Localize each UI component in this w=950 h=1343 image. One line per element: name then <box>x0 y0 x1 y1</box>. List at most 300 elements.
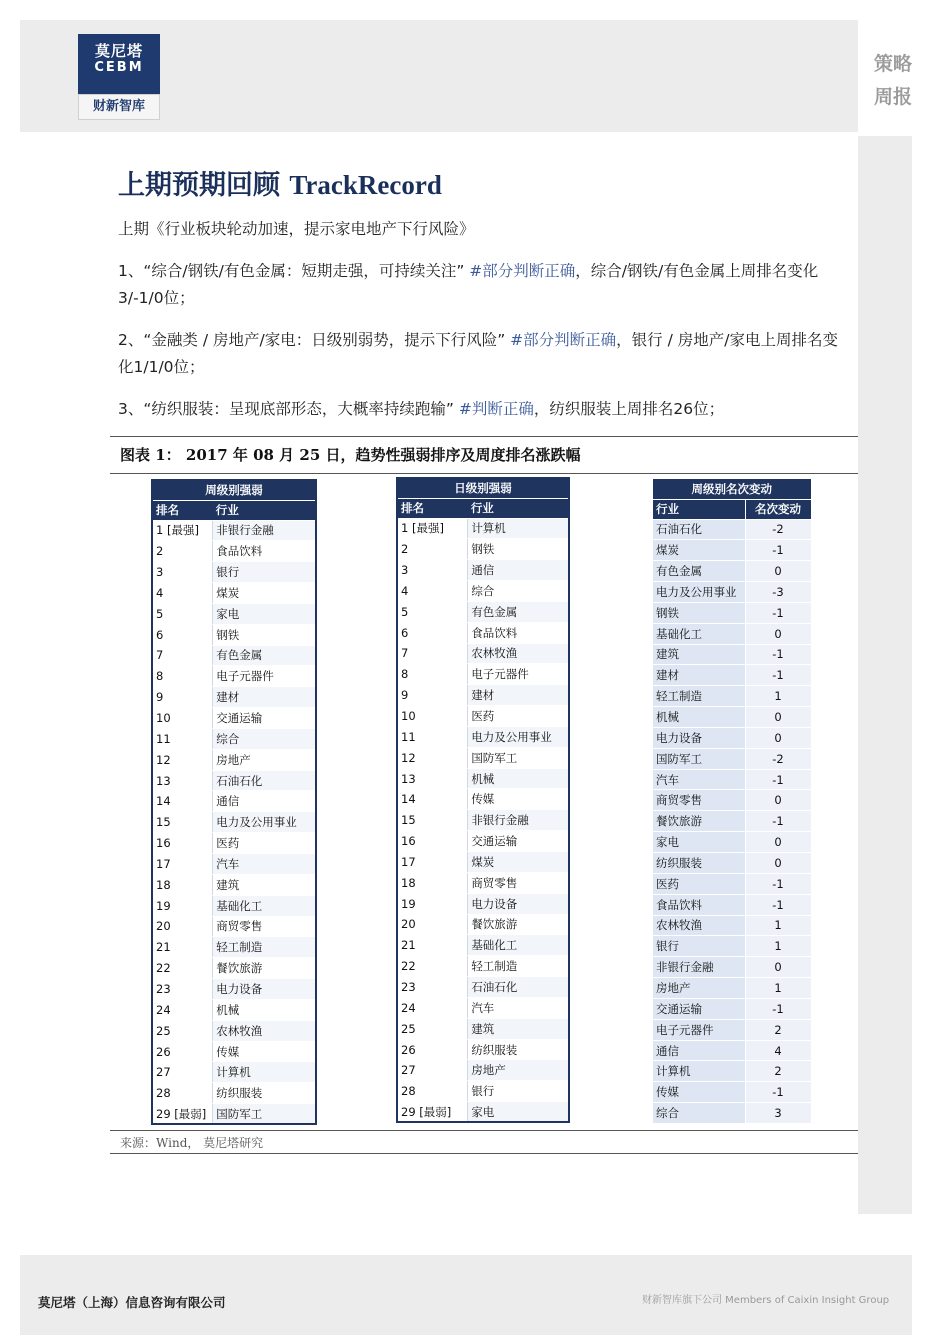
table-cell: 机械 <box>213 999 316 1020</box>
table-cell: -1 <box>745 769 811 790</box>
table-cell: 0 <box>745 727 811 748</box>
column-header: 行业 <box>653 499 745 519</box>
figure-rule-mid <box>110 473 858 474</box>
table-row <box>653 811 811 832</box>
table-row <box>152 728 316 749</box>
table-cell: 综合 <box>468 581 569 602</box>
table-cell: 非银行金融 <box>653 957 745 978</box>
column-header: 排名 <box>397 498 468 518</box>
company-logo <box>78 34 160 120</box>
table-row <box>152 1083 316 1104</box>
table-cell: -1 <box>745 1082 811 1103</box>
table-cell: 21 <box>152 937 213 958</box>
table-row <box>397 768 569 789</box>
table-cell: 8 <box>152 666 213 687</box>
table-cell: 传媒 <box>653 1082 745 1103</box>
table-row <box>152 687 316 708</box>
report-type-label <box>874 48 934 114</box>
table-row <box>397 831 569 852</box>
review-item-3-tag: #判断正确 <box>458 400 534 418</box>
table-cell: 国防军工 <box>468 747 569 768</box>
review-item-2 <box>118 327 853 381</box>
table-cell: 29 [最弱] <box>397 1102 468 1123</box>
table-cell: 非银行金融 <box>213 520 316 541</box>
table-cell: 机械 <box>468 768 569 789</box>
table-cell: 0 <box>745 832 811 853</box>
table-cell: 电力设备 <box>468 893 569 914</box>
report-type-line2: 周报 <box>874 86 913 108</box>
table-row <box>397 1102 569 1123</box>
table-cell: 非银行金融 <box>468 810 569 831</box>
table-row <box>152 1104 316 1125</box>
page-title-en: TrackRecord <box>289 170 442 200</box>
table-row <box>152 645 316 666</box>
table-cell: 27 <box>397 1060 468 1081</box>
table-cell: 0 <box>745 957 811 978</box>
table-cell: 4 <box>152 583 213 604</box>
review-item-3-rest: ，纺织服装上周排名26位； <box>533 400 725 418</box>
table-row <box>397 685 569 706</box>
table-row <box>653 727 811 748</box>
table-cell: 5 <box>397 601 468 622</box>
table-row <box>653 519 811 540</box>
column-header: 行业 <box>468 498 569 518</box>
table-cell: 4 <box>397 581 468 602</box>
table-cell: 商贸零售 <box>213 916 316 937</box>
table-cell: -3 <box>745 582 811 603</box>
table-caption: 周级别强弱 <box>152 480 316 500</box>
table-cell: 农林牧渔 <box>468 643 569 664</box>
table-cell: 建筑 <box>468 1018 569 1039</box>
table-cell: 1 [最强] <box>397 518 468 539</box>
table-cell: 16 <box>152 833 213 854</box>
table-cell: 电子元器件 <box>653 1019 745 1040</box>
table-row <box>152 916 316 937</box>
intro-paragraph: 上期《行业板块轮动加速，提示家电地产下行风险》 <box>118 220 475 238</box>
table-row <box>152 999 316 1020</box>
table-row <box>397 1081 569 1102</box>
column-header: 行业 <box>213 500 316 520</box>
table-cell: 24 <box>152 999 213 1020</box>
table-row <box>152 1041 316 1062</box>
table-row <box>152 708 316 729</box>
table-cell: 电子元器件 <box>213 666 316 687</box>
table-row <box>653 853 811 874</box>
table-cell: 轻工制造 <box>653 686 745 707</box>
table-row <box>653 1061 811 1082</box>
table-cell: 1 <box>745 686 811 707</box>
table-cell: 商贸零售 <box>468 872 569 893</box>
review-item-1-tag: #部分判断正确 <box>469 262 576 280</box>
table-row <box>653 686 811 707</box>
table-cell: 22 <box>152 958 213 979</box>
figure-caption: 图表 1： 2017 年 08 月 25 日，趋势性强弱排序及周度排名涨跌幅 <box>120 446 581 464</box>
side-band <box>858 136 912 1214</box>
table-row <box>152 666 316 687</box>
table-cell: 1 [最强] <box>152 520 213 541</box>
table-cell: 10 <box>397 706 468 727</box>
table-row <box>152 1020 316 1041</box>
table-cell: 银行 <box>653 936 745 957</box>
footer-company: 莫尼塔（上海）信息咨询有限公司 <box>38 1295 226 1310</box>
table-cell: 22 <box>397 956 468 977</box>
table-cell: 11 <box>152 728 213 749</box>
table-cell: 13 <box>152 770 213 791</box>
table-cell: 电力及公用事业 <box>468 726 569 747</box>
table-cell: 20 <box>152 916 213 937</box>
table-row <box>653 561 811 582</box>
table-cell: -1 <box>745 811 811 832</box>
table-cell: 汽车 <box>653 769 745 790</box>
table-row <box>152 791 316 812</box>
page-title-cn: 上期预期回顾 <box>118 170 290 201</box>
table-row <box>152 541 316 562</box>
table-cell: 建筑 <box>213 874 316 895</box>
table-cell: 食品饮料 <box>653 894 745 915</box>
table-cell: 家电 <box>468 1102 569 1123</box>
table-row <box>653 957 811 978</box>
table-cell: -1 <box>745 894 811 915</box>
table-cell: 医药 <box>213 833 316 854</box>
table-cell: 2 <box>745 1061 811 1082</box>
table-cell: 18 <box>152 874 213 895</box>
table-cell: 国防军工 <box>653 748 745 769</box>
table-row <box>653 748 811 769</box>
table-cell: 13 <box>397 768 468 789</box>
table-row <box>397 810 569 831</box>
table-cell: 28 <box>152 1083 213 1104</box>
table-row <box>397 539 569 560</box>
table-cell: 21 <box>397 935 468 956</box>
table-row <box>152 770 316 791</box>
table-row <box>152 979 316 1000</box>
table-cell: 建材 <box>468 685 569 706</box>
table-row <box>397 560 569 581</box>
table-row <box>653 1103 811 1124</box>
table-cell: 0 <box>745 790 811 811</box>
table-cell: 传媒 <box>468 789 569 810</box>
table-row <box>397 726 569 747</box>
table-cell: 商贸零售 <box>653 790 745 811</box>
figure-rule-bottom <box>110 1130 858 1131</box>
table-row <box>397 622 569 643</box>
table-row <box>397 1039 569 1060</box>
table-row <box>653 1019 811 1040</box>
table-cell: 机械 <box>653 707 745 728</box>
report-type-line1: 策略 <box>874 53 913 75</box>
logo-en: CEBM <box>94 60 144 75</box>
table-row <box>152 1062 316 1083</box>
table-cell: -1 <box>745 602 811 623</box>
review-item-2-rest: ，银行 / 房地产/家电上周排名变化1/1/0位； <box>118 331 838 376</box>
logo-sub: 财新智库 <box>78 94 160 120</box>
table-cell: 石油石化 <box>653 519 745 540</box>
table-cell: 19 <box>152 895 213 916</box>
weekly-rank-change-table <box>653 479 812 1124</box>
table-row <box>152 603 316 624</box>
review-item-1-rest: ，综合/钢铁/有色金属上周排名变化3/-1/0位； <box>118 262 819 307</box>
table-cell: 通信 <box>213 791 316 812</box>
table-cell: 食品饮料 <box>468 622 569 643</box>
table-row <box>397 747 569 768</box>
table-cell: 交通运输 <box>213 708 316 729</box>
table-row <box>653 707 811 728</box>
table-row <box>653 644 811 665</box>
table-cell: 汽车 <box>468 997 569 1018</box>
table-cell: 28 <box>397 1081 468 1102</box>
table-cell: 电力设备 <box>213 979 316 1000</box>
table-cell: 银行 <box>468 1081 569 1102</box>
table-cell: 房地产 <box>653 978 745 999</box>
table-cell: 3 <box>745 1103 811 1124</box>
table-row <box>653 665 811 686</box>
table-cell: 通信 <box>468 560 569 581</box>
table-row <box>653 769 811 790</box>
table-cell: 有色金属 <box>653 561 745 582</box>
table-cell: 23 <box>152 979 213 1000</box>
table-cell: 23 <box>397 977 468 998</box>
table-cell: 汽车 <box>213 854 316 875</box>
table-row <box>397 914 569 935</box>
table-cell: 钢铁 <box>213 624 316 645</box>
table-cell: 12 <box>152 749 213 770</box>
table-cell: -1 <box>745 998 811 1019</box>
table-cell: -1 <box>745 873 811 894</box>
table-cell: 房地产 <box>468 1060 569 1081</box>
table-cell: -2 <box>745 748 811 769</box>
table-cell: 16 <box>397 831 468 852</box>
table-row <box>397 664 569 685</box>
table-cell: 煤炭 <box>653 540 745 561</box>
table-cell: 6 <box>152 624 213 645</box>
table-cell: 有色金属 <box>213 645 316 666</box>
table-cell: 15 <box>152 812 213 833</box>
table-cell: 通信 <box>653 1040 745 1061</box>
table-cell: 4 <box>745 1040 811 1061</box>
table-cell: 7 <box>152 645 213 666</box>
table-cell: 餐饮旅游 <box>653 811 745 832</box>
column-header: 名次变动 <box>745 499 811 519</box>
review-item-3-text: 3、“纺织服装：呈现底部形态，大概率持续跑输” <box>118 400 459 418</box>
table-cell: 电力设备 <box>653 727 745 748</box>
table-row <box>653 873 811 894</box>
weekly-strength-table <box>151 479 317 1125</box>
table-cell: 基础化工 <box>468 935 569 956</box>
table-cell: 建材 <box>213 687 316 708</box>
review-item-1 <box>118 258 853 312</box>
table-cell: 纺织服装 <box>468 1039 569 1060</box>
table-cell: 29 [最弱] <box>152 1104 213 1125</box>
table-cell: 家电 <box>653 832 745 853</box>
table-cell: 医药 <box>468 706 569 727</box>
table-row <box>152 812 316 833</box>
table-caption: 日级别强弱 <box>397 478 569 498</box>
table-row <box>397 935 569 956</box>
table-cell: 基础化工 <box>213 895 316 916</box>
table-row <box>152 895 316 916</box>
table-row <box>397 518 569 539</box>
table-row <box>397 1018 569 1039</box>
table-row <box>397 977 569 998</box>
table-row <box>397 706 569 727</box>
column-header: 排名 <box>152 500 213 520</box>
table-cell: 轻工制造 <box>468 956 569 977</box>
table-row <box>152 958 316 979</box>
footer-group: 财新智库旗下公司 Members of Caixin Insight Group <box>642 1295 890 1306</box>
table-cell: 综合 <box>653 1103 745 1124</box>
table-cell: 8 <box>397 664 468 685</box>
table-cell: 0 <box>745 853 811 874</box>
review-item-1-text: 1、“综合/钢铁/有色金属：短期走强，可持续关注” <box>118 262 470 280</box>
table-cell: 煤炭 <box>468 852 569 873</box>
table-cell: -1 <box>745 644 811 665</box>
figure-rule-top <box>110 436 858 437</box>
table-row <box>653 894 811 915</box>
table-cell: 9 <box>397 685 468 706</box>
table-cell: 10 <box>152 708 213 729</box>
table-cell: 电力及公用事业 <box>653 582 745 603</box>
table-row <box>397 1060 569 1081</box>
table-cell: 石油石化 <box>468 977 569 998</box>
review-item-2-tag: #部分判断正确 <box>510 331 617 349</box>
daily-strength-table <box>396 477 570 1123</box>
table-cell: 农林牧渔 <box>213 1020 316 1041</box>
table-cell: 2 <box>152 541 213 562</box>
table-row <box>152 937 316 958</box>
table-row <box>397 956 569 977</box>
table-cell: 26 <box>152 1041 213 1062</box>
table-cell: 1 <box>745 915 811 936</box>
table-row <box>653 832 811 853</box>
table-cell: 17 <box>152 854 213 875</box>
table-cell: 钢铁 <box>468 539 569 560</box>
page-title <box>118 163 442 202</box>
source-rule <box>110 1153 858 1154</box>
table-cell: 25 <box>152 1020 213 1041</box>
table-cell: 农林牧渔 <box>653 915 745 936</box>
table-cell: 0 <box>745 707 811 728</box>
table-cell: 3 <box>397 560 468 581</box>
table-cell: 0 <box>745 623 811 644</box>
table-cell: 3 <box>152 562 213 583</box>
table-row <box>397 581 569 602</box>
table-row <box>653 623 811 644</box>
table-cell: 17 <box>397 852 468 873</box>
table-cell: 计算机 <box>653 1061 745 1082</box>
table-cell: 9 <box>152 687 213 708</box>
table-cell: 27 <box>152 1062 213 1083</box>
table-cell: 6 <box>397 622 468 643</box>
table-cell: 5 <box>152 603 213 624</box>
table-cell: 建材 <box>653 665 745 686</box>
table-cell: 基础化工 <box>653 623 745 644</box>
table-cell: 20 <box>397 914 468 935</box>
table-cell: 18 <box>397 872 468 893</box>
table-cell: 电力及公用事业 <box>213 812 316 833</box>
table-row <box>653 1040 811 1061</box>
table-caption: 周级别名次变动 <box>653 479 811 499</box>
table-cell: 餐饮旅游 <box>213 958 316 979</box>
table-row <box>397 997 569 1018</box>
table-cell: 建筑 <box>653 644 745 665</box>
table-cell: 交通运输 <box>653 998 745 1019</box>
table-cell: 1 <box>745 936 811 957</box>
table-row <box>152 624 316 645</box>
table-cell: 2 <box>745 1019 811 1040</box>
table-cell: 家电 <box>213 603 316 624</box>
table-row <box>653 978 811 999</box>
table-cell: 食品饮料 <box>213 541 316 562</box>
figure-source: 来源：Wind， 莫尼塔研究 <box>120 1136 264 1150</box>
table-cell: 1 <box>745 978 811 999</box>
table-cell: 2 <box>397 539 468 560</box>
table-row <box>397 852 569 873</box>
review-item-2-text: 2、“金融类 / 房地产/家电：日级别弱势，提示下行风险” <box>118 331 511 349</box>
table-row <box>152 749 316 770</box>
table-cell: 有色金属 <box>468 601 569 622</box>
table-cell: 0 <box>745 561 811 582</box>
table-row <box>397 872 569 893</box>
table-row <box>397 643 569 664</box>
table-cell: 24 <box>397 997 468 1018</box>
table-row <box>653 1082 811 1103</box>
table-cell: 14 <box>397 789 468 810</box>
table-cell: 12 <box>397 747 468 768</box>
table-cell: 14 <box>152 791 213 812</box>
table-cell: 15 <box>397 810 468 831</box>
table-row <box>653 790 811 811</box>
table-cell: 纺织服装 <box>213 1083 316 1104</box>
table-cell: -1 <box>745 540 811 561</box>
table-cell: 19 <box>397 893 468 914</box>
table-cell: 轻工制造 <box>213 937 316 958</box>
table-row <box>653 540 811 561</box>
table-cell: 餐饮旅游 <box>468 914 569 935</box>
table-cell: 传媒 <box>213 1041 316 1062</box>
table-cell: 国防军工 <box>213 1104 316 1125</box>
table-row <box>152 874 316 895</box>
table-cell: 银行 <box>213 562 316 583</box>
table-row <box>653 936 811 957</box>
table-cell: 医药 <box>653 873 745 894</box>
table-cell: 纺织服装 <box>653 853 745 874</box>
table-cell: 26 <box>397 1039 468 1060</box>
table-cell: 7 <box>397 643 468 664</box>
table-cell: 电子元器件 <box>468 664 569 685</box>
table-cell: 计算机 <box>468 518 569 539</box>
table-row <box>152 562 316 583</box>
table-cell: 计算机 <box>213 1062 316 1083</box>
logo-mark <box>78 34 160 94</box>
table-row <box>653 998 811 1019</box>
table-row <box>152 520 316 541</box>
table-cell: 煤炭 <box>213 583 316 604</box>
table-cell: 交通运输 <box>468 831 569 852</box>
review-item-3 <box>118 396 853 423</box>
table-row <box>653 582 811 603</box>
table-cell: -1 <box>745 665 811 686</box>
table-cell: -2 <box>745 519 811 540</box>
table-cell: 25 <box>397 1018 468 1039</box>
table-row <box>152 583 316 604</box>
table-row <box>653 915 811 936</box>
table-cell: 综合 <box>213 728 316 749</box>
table-row <box>152 833 316 854</box>
table-row <box>653 602 811 623</box>
table-row <box>397 789 569 810</box>
table-row <box>397 893 569 914</box>
table-cell: 石油石化 <box>213 770 316 791</box>
